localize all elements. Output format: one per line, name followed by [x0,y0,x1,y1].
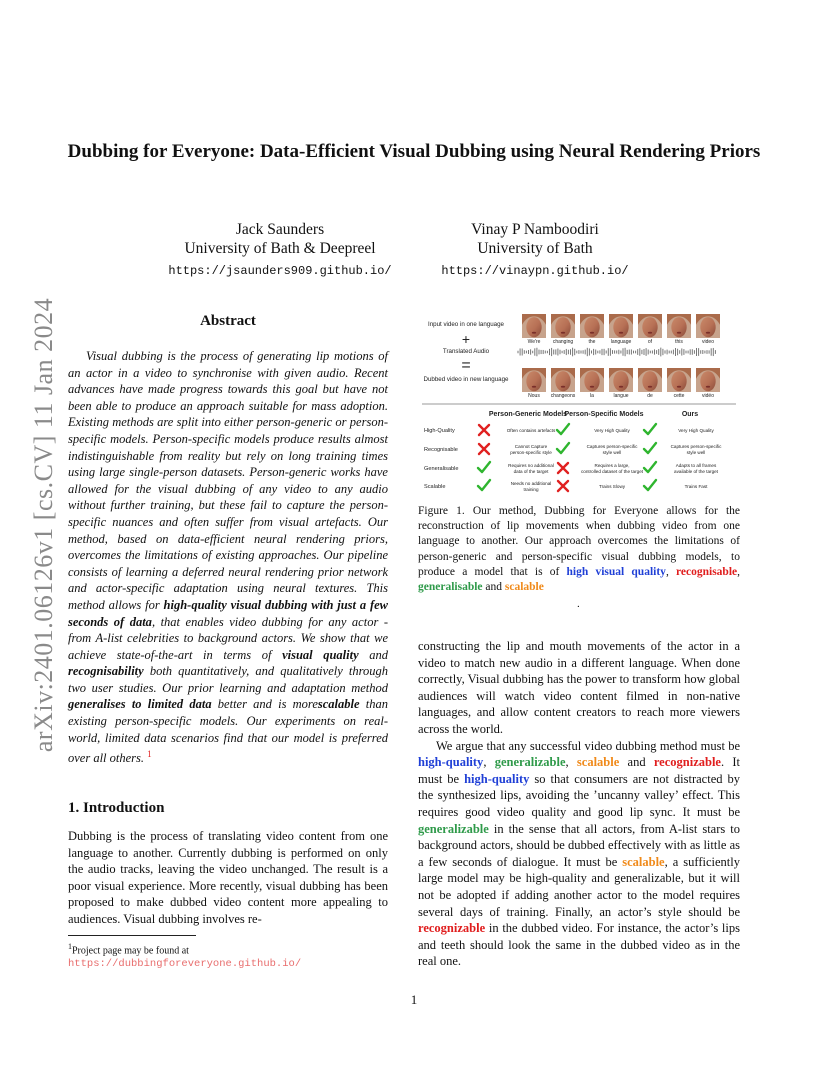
check-icon [644,443,656,453]
check-icon [644,424,656,434]
video-frame [667,314,691,338]
figure-1-graphic [418,306,740,498]
cross-icon [558,481,568,491]
caption-word: cette [673,393,685,399]
plus-symbol: + [461,331,471,347]
check-icon [644,462,656,472]
label-translated-audio: Translated Audio [442,348,490,355]
table-row [424,462,719,474]
footnote-link[interactable]: https://dubbingforeveryone.github.io/ [68,958,302,971]
video-frame [551,314,575,338]
figure-1 [418,306,740,498]
cell-text: Very High Quality [594,428,630,433]
cell-text: controlled dataset of the target [580,469,644,474]
cell-text: Needs no additional [510,481,552,486]
row-label: Scalable [424,484,446,490]
video-frame [667,368,691,392]
dubbed-video-frames [522,368,720,392]
label-dubbed-video: Dubbed video in new language [423,376,509,383]
caption-word: the [588,339,596,345]
cell-text: Trains Fast [684,484,708,489]
abstract-body: Visual dubbing is the process of generating lip motions of an actor in a video to synchronise with given audio. Recent advances have made progress towards this goal but have not been able to produce an approach suitable for mass adoption. Existing methods are split into either person-generic or person-specific models. Person-specific models produce results almost indistinguishable from reality but rely on long training times using large single-person datasets. Person-generic works have allowed for the visual dubbing of any video to any audio without further training, but these fail to capture the person-specific nuances and often suffer from visual artefacts. Our method, based on data-efficient neural rendering priors, overcomes the limitations of existing approaches. Our pipeline consists of learning a deferred neural rendering prior network and actor-specific adaptation using neural textures. This method allows for high-quality visual dubbing with just a few seconds of data, that enables video dubbing for any actor - from A-list celebrities to background actors. We show that we achieve state-of-the-art in terms of visual quality and recognisability both quantitatively, and qualitatively through two user studies. Our prior learning and adaptation method generalises to limited data better and is morescalable than existing person-specific models. Our experiments on real-world, limited data scenarios find that our model is preferred over all others. $^1$ [68,349,388,766]
author-affiliation: University of Bath & Deepreel [184,240,376,257]
col-header-generic: Person-Generic Models [488,411,568,418]
section-heading-introduction: 1. Introduction [68,800,165,816]
author-block-2 [420,220,650,281]
author-block-1 [150,220,410,281]
video-frame [696,314,720,338]
video-frame [696,368,720,392]
video-frame [580,314,604,338]
cell-text: person-specific style [510,450,552,455]
caption-word: Nous [528,393,540,399]
video-frame [551,368,575,392]
audio-waveform [518,348,715,357]
row-label: Generalisable [424,466,459,472]
video-frame [609,368,633,392]
cross-icon [479,425,489,435]
equals-symbol: = [461,357,471,374]
col-header-specific: Person-Specific Models [564,411,644,418]
footnote-divider [68,935,196,936]
caption-period: . [577,598,580,610]
figure-1-caption: Figure 1. Our method, Dubbing for Everyone allows for the reconstruction of lip movements when dubbing video from one language to another. Our approach overcomes the limitations of person-generic and person-specific visual dubbing models, to produce a model that is of high visual quality, recognisable, generalisable and scalable [418,505,741,594]
caption-word: langue [613,393,629,399]
abstract-heading: Abstract [200,313,256,329]
check-icon [644,480,656,490]
cell-text: Trains Slowy [598,484,626,489]
video-frame [609,314,633,338]
author-name: Vinay P Namboodiri [471,221,599,238]
cell-text: style well [686,450,706,455]
video-frame [638,314,662,338]
col-header-ours: Ours [681,411,699,418]
author-name: Jack Saunders [235,221,325,238]
caption-word: de [647,393,653,399]
cell-text: style well [602,450,622,455]
caption-word: vidéo [702,393,714,399]
table-row [424,480,708,492]
caption-word: language [610,339,632,345]
cell-text: Requires no additional [508,463,554,468]
caption-word: We're [527,339,541,345]
caption-word: video [702,339,714,345]
author-url[interactable]: https://jsaunders909.github.io/ [168,264,392,278]
cell-text: Captures person-specific [670,444,722,449]
introduction-body-continued: constructing the lip and mouth movements of the actor in a video to match new audio in a different language. When done correctly, Visual dubbing has the power to transform how global audiences will watch video content filmed in non-native languages, and allow content creators to reach more viewers across the world. We argue that any successful video dubbing method must be high-quality, generalizable, scalable and recognizable. It must be high-quality so that consumers are not distracted by the synthesized lips, avoiding the ’uncanny valley’ effect. This requires good video quality and good lip sync. It must be generalizable in the sense that all actors, from A-list stars to background actors, should be dubbed effectively with as little as a few seconds of dialogue. It must be scalable, a sufficiently large model may be high-quality and generalizable, but it will not be adopted if adding another actor to the model requires several days of training. Finally, an actor’s style should be recognizable in the dubbed video. For instance, the actor’s lips and teeth should look the same in the dubbed video as in the real one. [418,639,741,969]
video-frame [522,368,546,392]
paper-title: Dubbing for Everyone: Data-Efficient Visual Dubbing using Neural Rendering Priors [67,141,761,162]
arxiv-identifier: arXiv:2401.06126v1 [cs.CV] 11 Jan 2024 [29,297,58,753]
cross-icon [479,444,489,454]
video-frame [580,368,604,392]
author-affiliation: University of Bath [477,240,593,257]
cell-text: Cannot Capture [514,444,548,449]
caption-word: this [675,339,683,345]
introduction-body: Dubbing is the process of translating video content from one language to another. Currently dubbing is performed on only the audio tracks, leaving the video unchanged. The result is a poor visual experience. More recently, visual dubbing has been proposed to make dubbed video content more appealing to audiences. Visual dubbing involves re- [68,829,388,926]
footnote-ref[interactable]: 1 [147,749,152,760]
caption-word: la [590,393,594,399]
caption-word: changing [552,339,574,345]
check-icon [478,462,490,472]
cell-text: Very High Quality [678,428,714,433]
table-row [424,443,722,455]
video-frame [522,314,546,338]
table-row [424,424,714,435]
caption-word: changeons [550,393,576,399]
cell-text: Captures person-specific [586,444,638,449]
cross-icon [558,463,568,473]
comparison-table [424,424,722,492]
video-frame [638,368,662,392]
caption-word: of [647,339,653,345]
cell-text: available of the target [674,469,718,474]
cell-text: data of the target [513,469,549,474]
page-number: 1 [410,992,418,1007]
cell-text: training [523,487,539,492]
label-input-video: Input video in one language [427,321,505,328]
check-icon [478,480,490,490]
check-icon [557,443,569,453]
cell-text: Requires a large, [594,463,630,468]
cell-text: Adapts to all frames [675,463,717,468]
footnote: $^1$Project page may be found at https://dubbingforeveryone.github.io/ [68,942,302,971]
cell-text: Often contains artefacts [506,428,556,433]
check-icon [557,424,569,434]
row-label: Recognisable [424,447,458,453]
row-label: High-Quality [424,428,455,434]
author-url[interactable]: https://vinaypn.github.io/ [441,264,629,278]
input-video-frames [522,314,720,338]
